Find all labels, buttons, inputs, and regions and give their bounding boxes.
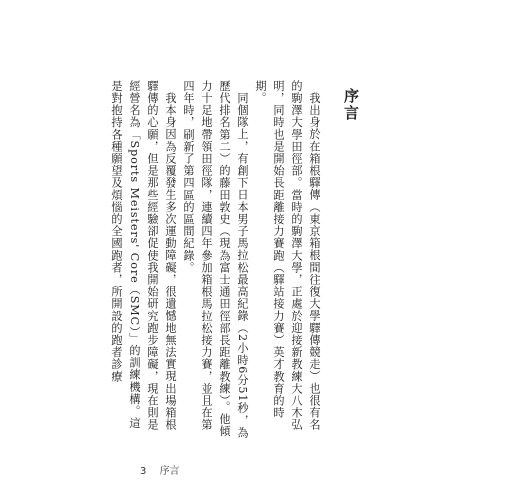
paragraph: 我本身因為反覆發生多次運動障礙，很遺憾地無法實現出場箱根驛傳的心願，但是那些經驗卻促使我開始研究跑步障礙，現在則是經營名為「Sports Meisters' Core（SMC）」的訓練機構。這是對抱持各種願望及煩惱的全國跑者，所開設的跑者診療 <box>110 80 177 432</box>
paragraph: 同個隊上，有創下日本男子馬拉松最高紀錄（2小時6分51秒，為歷代排名第二）的藤田敦史（現為富士通田徑部長距離教練）。他傾力十足地帶領田徑隊，連續四年參加箱根馬拉松接力賽，並且在第四年時，刷新了第四區的區間紀錄。 <box>182 80 249 439</box>
page-footer <box>140 462 190 477</box>
running-header: 序言 <box>159 466 180 477</box>
paragraph: 我出身於在箱根驛傳（東京箱根間往復大學驛傳競走）也很有名的駒澤大學田徑部。當時的駒澤大學，正處於迎接新教練大八木弘明，同時也是開始長距離接力賽跑（驛站接力賽）英才教育的時期。 <box>254 80 321 432</box>
body-text <box>110 80 323 440</box>
page-number: 3 <box>140 466 147 477</box>
page-title: 序言 <box>342 88 360 122</box>
